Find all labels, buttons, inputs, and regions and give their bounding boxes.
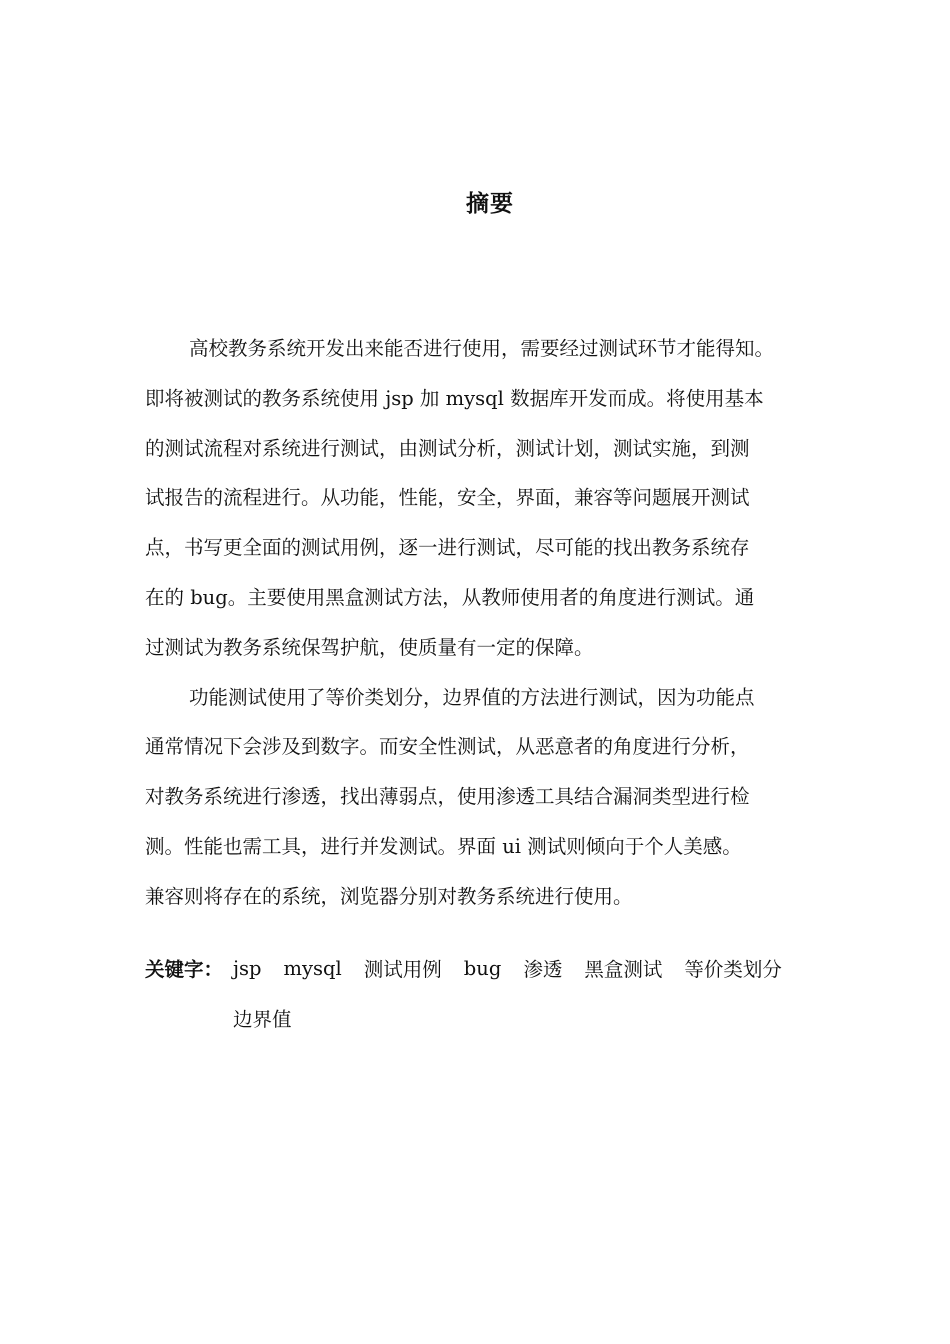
paragraph-line: 的测试流程对系统进行测试，由测试分析，测试计划，测试实施，到测 [145, 436, 750, 460]
keyword: jsp [233, 956, 262, 980]
paragraph-line: 高校教务系统开发出来能否进行使用，需要经过测试环节才能得知。 [189, 337, 775, 360]
keyword: 黑盒测试 [584, 958, 663, 981]
paragraph-2 [145, 673, 865, 922]
keywords-row [145, 948, 865, 988]
keywords-section [145, 948, 865, 1038]
paragraph-line: 通常情况下会涉及到数字。而安全性测试，从恶意者的角度进行分析， [145, 735, 750, 759]
paragraph-line: 过测试为教务系统保驾护航，使质量有一定的保障。 [145, 635, 594, 659]
paragraph-line: 在的 bug。主要使用黑盒测试方法，从教师使用者的角度进行测试。通 [145, 585, 755, 609]
keyword: 等价类划分 [684, 958, 782, 981]
paragraph-line: 功能测试使用了等价类划分，边界值的方法进行测试，因为功能点 [189, 685, 755, 709]
keywords-row [145, 998, 865, 1038]
abstract-body [145, 324, 865, 922]
paragraph-line: 对教务系统进行渗透，找出薄弱点，使用渗透工具结合漏洞类型进行检 [145, 785, 750, 809]
paragraph-line: 试报告的流程进行。从功能，性能，安全，界面，兼容等问题展开测试 [145, 486, 750, 510]
keyword: 边界值 [233, 1008, 292, 1031]
keyword: 渗透 [523, 958, 563, 981]
abstract-title: 摘要 [466, 191, 514, 217]
paragraph-line: 测。性能也需工具，进行并发测试。界面 ui 测试则倾向于个人美感。 [145, 834, 742, 858]
keywords-label: 关键字： [145, 958, 224, 981]
keyword: bug [463, 956, 502, 980]
paragraph-1 [145, 324, 865, 673]
paragraph-line: 点，书写更全面的测试用例，逐一进行测试，尽可能的找出教务系统存 [145, 536, 750, 560]
paragraph-line: 兼容则将存在的系统，浏览器分别对教务系统进行使用。 [145, 884, 633, 908]
keyword: 测试用例 [363, 958, 442, 981]
keyword: mysql [283, 956, 342, 980]
paragraph-line: 即将被测试的教务系统使用 jsp 加 mysql 数据库开发而成。将使用基本 [145, 386, 764, 410]
